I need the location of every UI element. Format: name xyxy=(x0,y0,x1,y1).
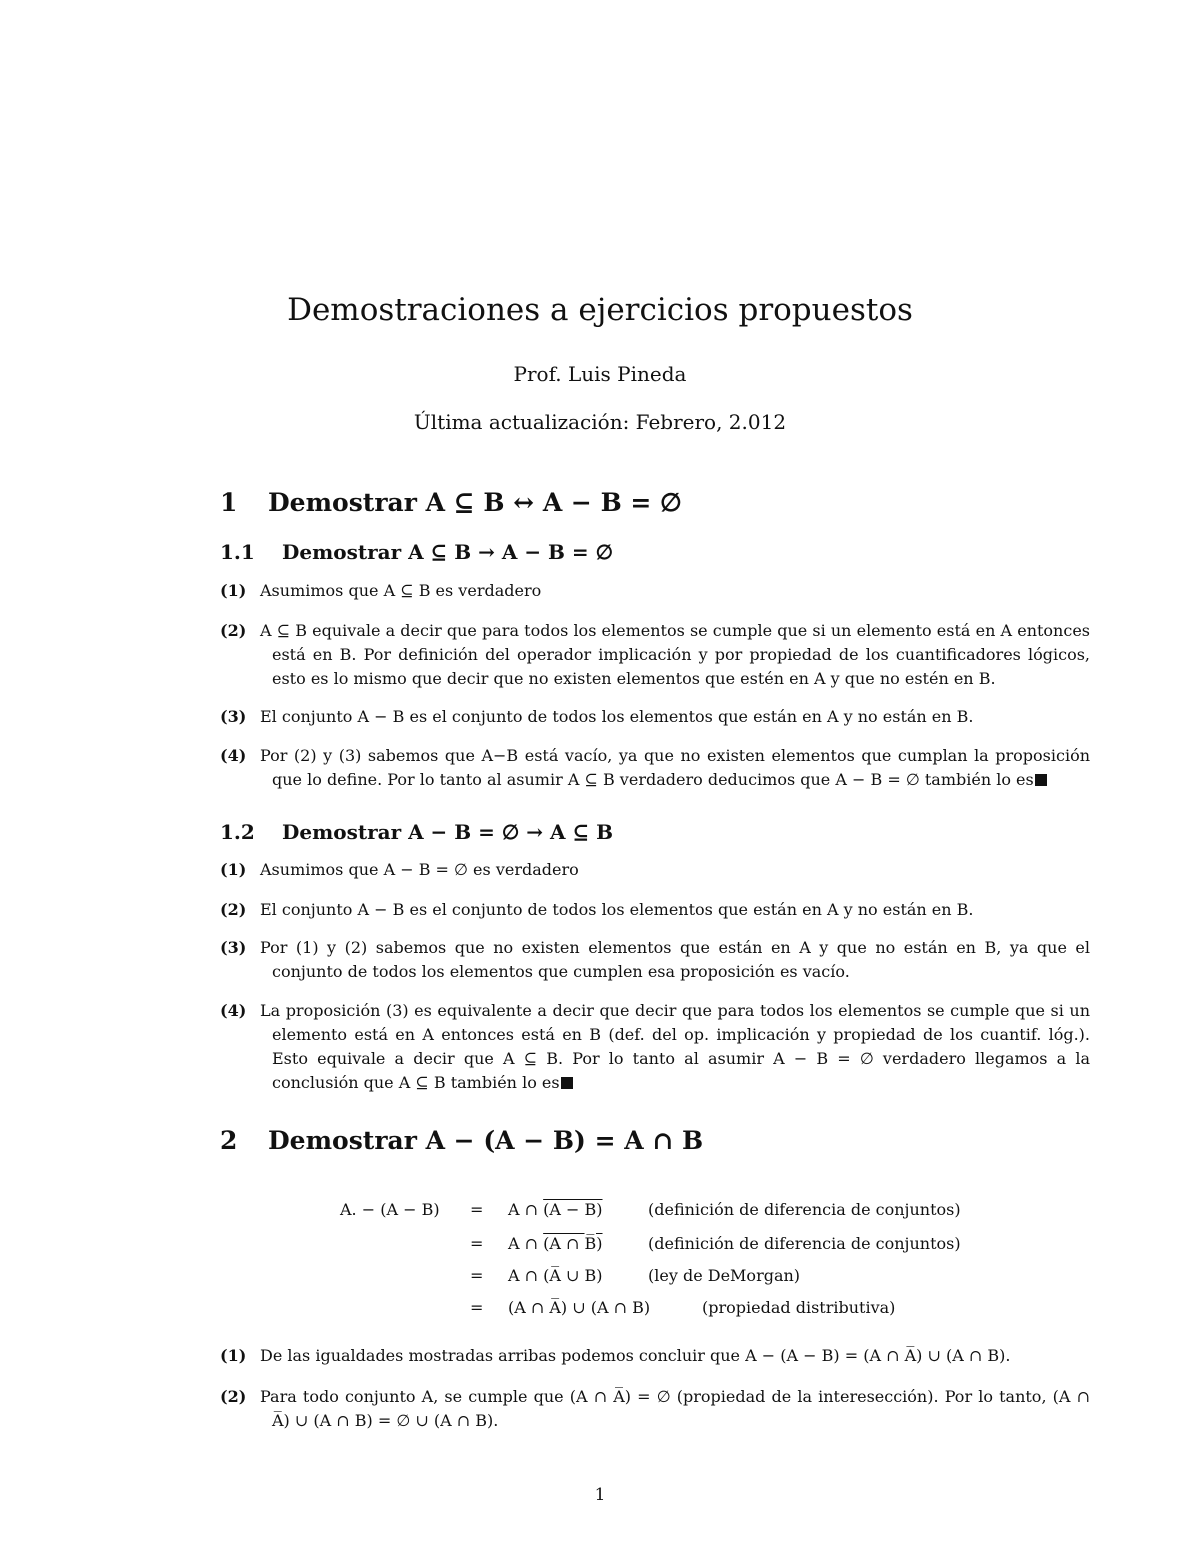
item-text: Para todo conjunto A, se cumple que (A ∩ A̅) = ∅ (propiedad de la interesección). Por lo tanto, (A ∩ A̅) ∪ (A ∩ B) = ∅ ∪ (A ∩ B). xyxy=(260,1387,1090,1430)
section-title: Demostrar A ⊆ B ↔ A − B = ∅ xyxy=(268,488,682,517)
equation-justification: (definición de diferencia de conjuntos) xyxy=(648,1234,961,1253)
subsection-1-2-heading xyxy=(220,820,613,844)
equals-sign: = xyxy=(470,1298,484,1317)
rhs-part: (A̅ ∪ B) xyxy=(543,1266,603,1285)
subsection-number: 1.1 xyxy=(220,540,255,564)
rhs-part: A ∩ xyxy=(508,1234,544,1253)
item-label: (4) xyxy=(220,1001,247,1020)
equation-rhs xyxy=(508,1266,603,1285)
rhs-overlined-part: (A − B) xyxy=(543,1200,603,1219)
document-title: Demostraciones a ejercicios propuestos xyxy=(287,292,913,328)
item-label: (2) xyxy=(220,621,247,640)
list-item xyxy=(220,705,1090,729)
item-text: La proposición (3) es equivalente a decir que decir que para todos los elementos se cumple que si un elemento está en A entonces está en B (def. del op. implicación y propiedad de los cuantif. lóg.). Esto equivale a decir que A ⊆ B. Por lo tanto al asumir A − B = ∅ verdadero llegamos a la conclusión que A ⊆ B también lo es xyxy=(260,1001,1090,1092)
item-text: Asumimos que A ⊆ B es verdadero xyxy=(260,581,542,600)
equation-lhs: A. − (A − B) xyxy=(340,1200,440,1219)
item-label: (4) xyxy=(220,746,247,765)
page-number: 1 xyxy=(594,1485,606,1505)
item-label: (3) xyxy=(220,707,247,726)
section-title: Demostrar A − (A − B) = A ∩ B xyxy=(268,1126,704,1155)
item-text: Asumimos que A − B = ∅ es verdadero xyxy=(260,860,579,879)
subsection-title: Demostrar A ⊆ B → A − B = ∅ xyxy=(282,540,614,564)
equation-justification: (definición de diferencia de conjuntos) xyxy=(648,1200,961,1219)
equation-justification: (ley de DeMorgan) xyxy=(648,1266,801,1285)
subsection-1-1-heading xyxy=(220,540,613,564)
equals-sign: = xyxy=(470,1200,484,1219)
item-label: (1) xyxy=(220,860,247,879)
item-label: (1) xyxy=(220,581,247,600)
list-item xyxy=(220,619,1090,691)
item-text: El conjunto A − B es el conjunto de todos los elementos que están en A y no están en B. xyxy=(260,900,974,919)
rhs-part: A ∩ xyxy=(508,1266,544,1285)
list-item xyxy=(220,999,1090,1095)
list-item xyxy=(220,936,1090,984)
item-label: (1) xyxy=(220,1346,247,1365)
section-number: 1 xyxy=(220,488,238,517)
subsection-title: Demostrar A − B = ∅ → A ⊆ B xyxy=(282,820,614,844)
item-text: El conjunto A − B es el conjunto de todos los elementos que están en A y no están en B. xyxy=(260,707,974,726)
list-item xyxy=(220,1344,1090,1368)
item-text: A ⊆ B equivale a decir que para todos los elementos se cumple que si un elemento está en A entonces está en B. Por definición del operador implicación y por propiedad de los cuantificadores lógicos, esto es lo mismo que decir que no existen elementos que estén en A y que no estén en B. xyxy=(260,621,1090,688)
list-item xyxy=(220,579,1090,603)
list-item xyxy=(220,744,1090,792)
author: Prof. Luis Pineda xyxy=(513,362,687,386)
item-text: Por (1) y (2) sabemos que no existen elementos que están en A y que no están en B, ya que el conjunto de todos los elementos que cumplen esa proposición es vacío. xyxy=(260,938,1090,981)
equation-rhs: (A ∩ A̅) ∪ (A ∩ B) xyxy=(508,1298,651,1317)
list-item xyxy=(220,1385,1090,1433)
equation-justification: (propiedad distributiva) xyxy=(702,1298,896,1317)
equation-rhs xyxy=(508,1200,603,1219)
rhs-part: A ∩ xyxy=(508,1200,544,1219)
item-text: Por (2) y (3) sabemos que A−B está vacío, ya que no existen elementos que cumplan la proposición que lo define. Por lo tanto al asumir A ⊆ B verdadero deducimos que A − B = ∅ también lo es xyxy=(260,746,1090,789)
qed-symbol-icon xyxy=(561,1077,573,1089)
section-2-heading xyxy=(220,1126,703,1155)
item-label: (3) xyxy=(220,938,247,957)
equals-sign: = xyxy=(470,1234,484,1253)
item-label: (2) xyxy=(220,1387,247,1406)
qed-symbol-icon xyxy=(1035,774,1047,786)
rhs-overlined-part: (A ∩ B̅) xyxy=(543,1234,603,1253)
list-item xyxy=(220,858,1090,882)
equation-rhs xyxy=(508,1234,603,1253)
item-text: De las igualdades mostradas arribas podemos concluir que A − (A − B) = (A ∩ A̅) ∪ (A ∩ B). xyxy=(260,1346,1011,1365)
section-1-heading xyxy=(220,488,682,517)
equals-sign: = xyxy=(470,1266,484,1285)
list-item xyxy=(220,898,1090,922)
subsection-number: 1.2 xyxy=(220,820,255,844)
item-label: (2) xyxy=(220,900,247,919)
section-number: 2 xyxy=(220,1126,238,1155)
last-updated-date: Última actualización: Febrero, 2.012 xyxy=(413,410,787,434)
